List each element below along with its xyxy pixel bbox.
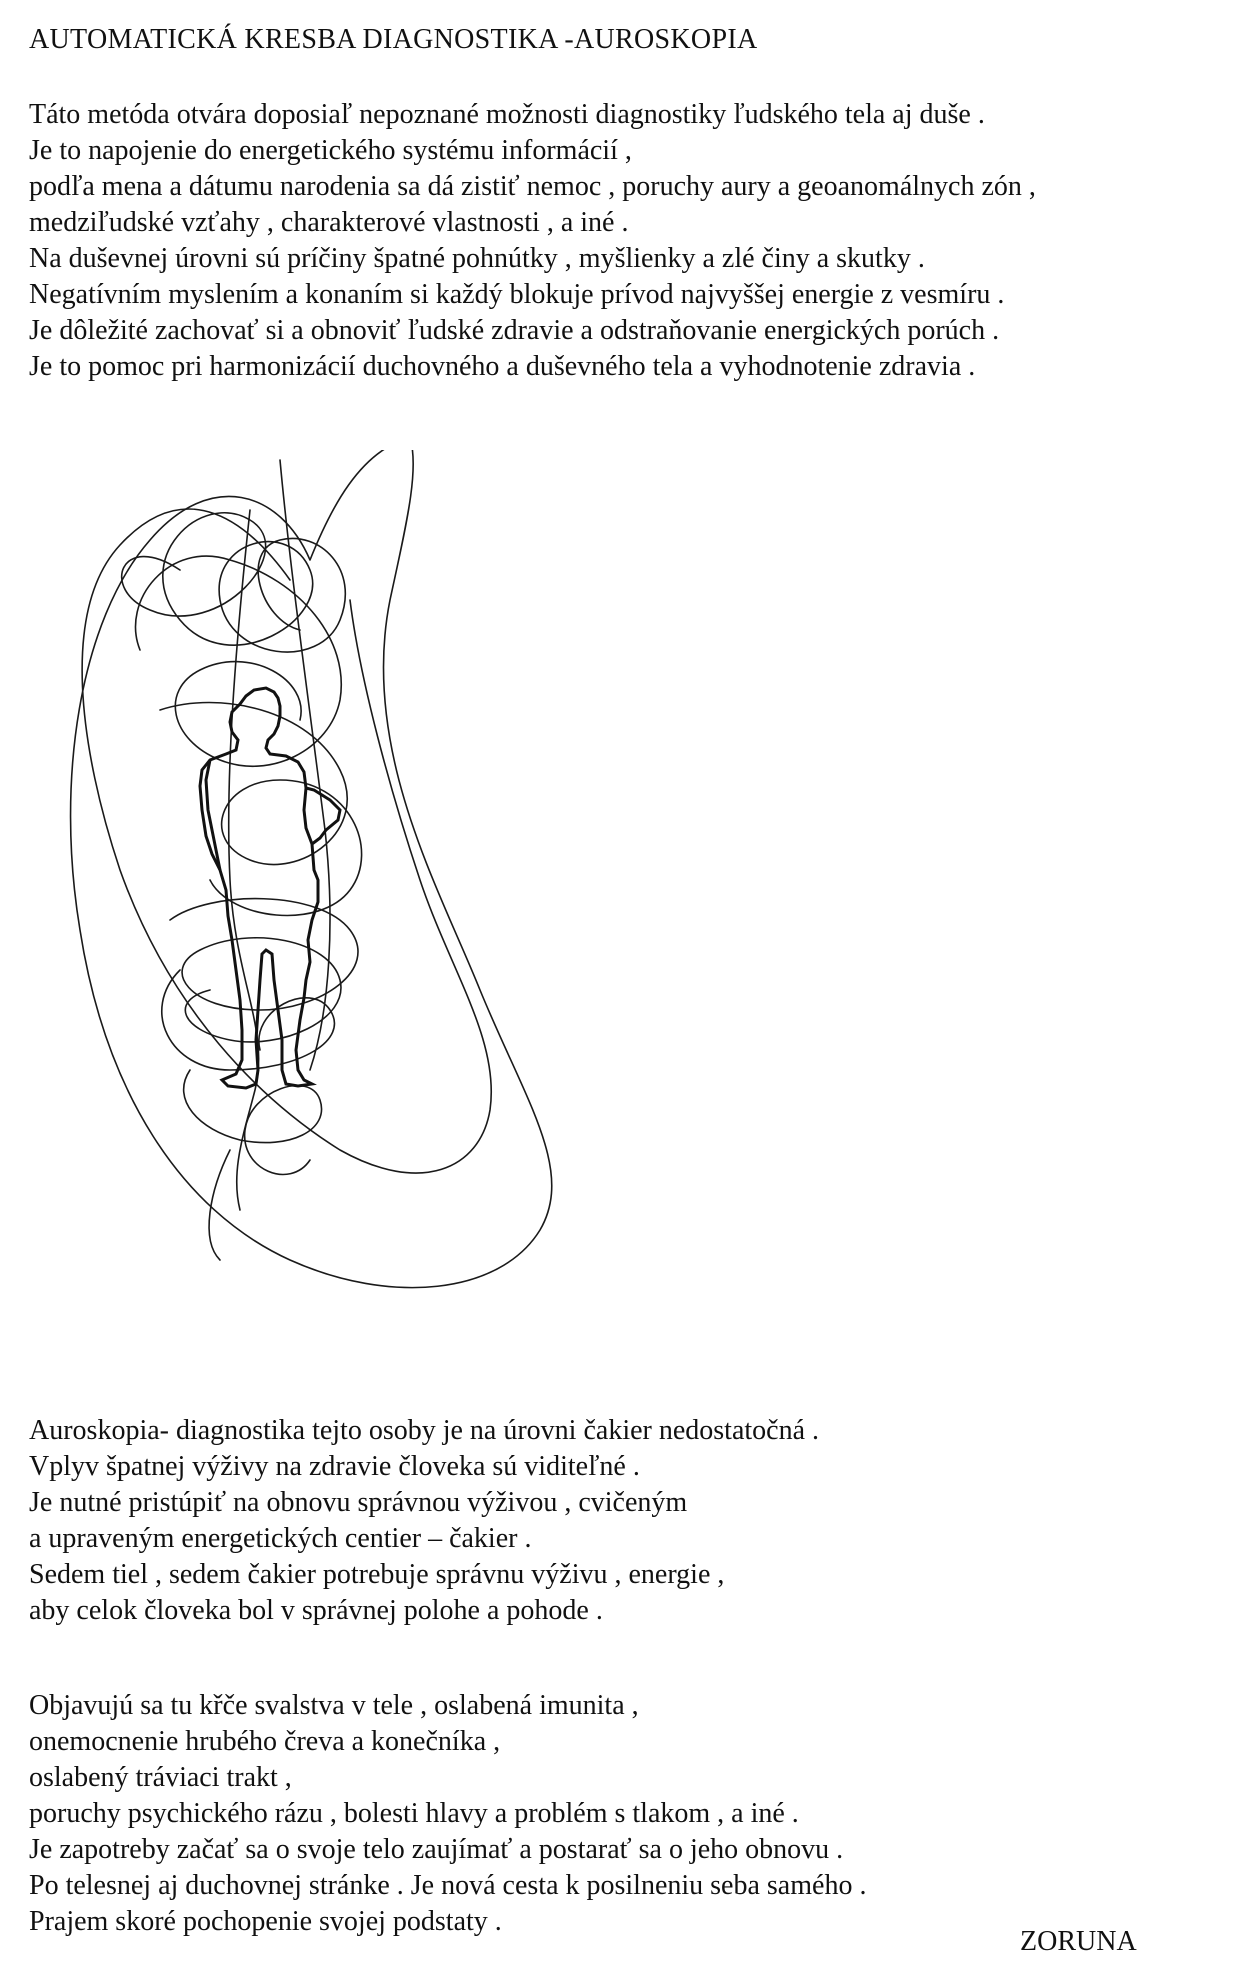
text-line: aby celok človeka bol v správnej polohe a pohode . — [29, 1595, 603, 1626]
text-line: Táto metóda otvára doposiaľ nepoznané možnosti diagnostiky ľudského tela aj duše . — [29, 99, 985, 130]
text-line: Auroskopia- diagnostika tejto osoby je na úrovni čakier nedostatočná . — [29, 1415, 820, 1446]
symptoms-paragraph — [29, 1688, 866, 1940]
aura-right-band — [82, 509, 491, 1173]
automatic-drawing-illustration — [60, 450, 700, 1330]
text-line: Je to pomoc pri harmonizácií duchovného a duševného tela a vyhodnotenie zdravia . — [29, 351, 976, 382]
text-line: Objavujú sa tu křče svalstva v tele , oslabená imunita , — [29, 1690, 639, 1721]
text-line: podľa mena a dátumu narodenia sa dá zistiť nemoc , poruchy aury a geoanomálnych zón , — [29, 171, 1036, 202]
text-line: Po telesnej aj duchovnej stránke . Je nová cesta k posilneniu seba samého . — [29, 1870, 867, 1901]
text-line: medziľudské vzťahy , charakterové vlastnosti , a iné . — [29, 207, 629, 238]
lower-tail-stroke — [209, 1150, 230, 1260]
text-line: oslabený tráviaci trakt , — [29, 1762, 292, 1793]
text-line: Je to napojenie do energetického systému informácií , — [29, 135, 632, 166]
central-stroke — [229, 510, 259, 1210]
text-line: Na duševnej úrovni sú príčiny špatné pohnútky , myšlienky a zlé činy a skutky . — [29, 243, 925, 274]
text-line: onemocnenie hrubého čreva a konečníka , — [29, 1726, 501, 1757]
author-signature: ZORUNA — [1020, 1926, 1137, 1957]
torso-scribble — [160, 703, 362, 916]
text-line: a upraveným energetických centier – čakier . — [29, 1523, 532, 1554]
text-line: Prajem skoré pochopenie svojej podstaty . — [29, 1906, 502, 1937]
text-line: Sedem tiel , sedem čakier potrebuje správnu výživu , energie , — [29, 1559, 725, 1590]
text-line: Je nutné pristúpiť na obnovu správnou výživou , cvičeným — [29, 1487, 688, 1518]
human-figure-outline — [200, 688, 340, 1088]
intro-paragraph — [29, 97, 1036, 385]
text-line: Je zapotreby začať sa o svoje telo zaujímať a postarať sa o jeho obnovu . — [29, 1834, 844, 1865]
text-line: Vplyv špatnej výživy na zdravie človeka sú viditeľné . — [29, 1451, 640, 1482]
document-title: AUTOMATICKÁ KRESBA DIAGNOSTIKA -AUROSKOPIA — [29, 24, 758, 55]
text-line: Je dôležité zachovať si a obnoviť ľudské zdravie a odstraňovanie energických porúch . — [29, 315, 1000, 346]
diagnosis-paragraph — [29, 1413, 819, 1629]
figure-arm-inner — [304, 788, 312, 844]
text-line: Negatívním myslením a konaním si každý blokuje prívod najvyššej energie z vesmíru . — [29, 279, 1005, 310]
text-line: poruchy psychického rázu , bolesti hlavy a problém s tlakom , a iné . — [29, 1798, 799, 1829]
